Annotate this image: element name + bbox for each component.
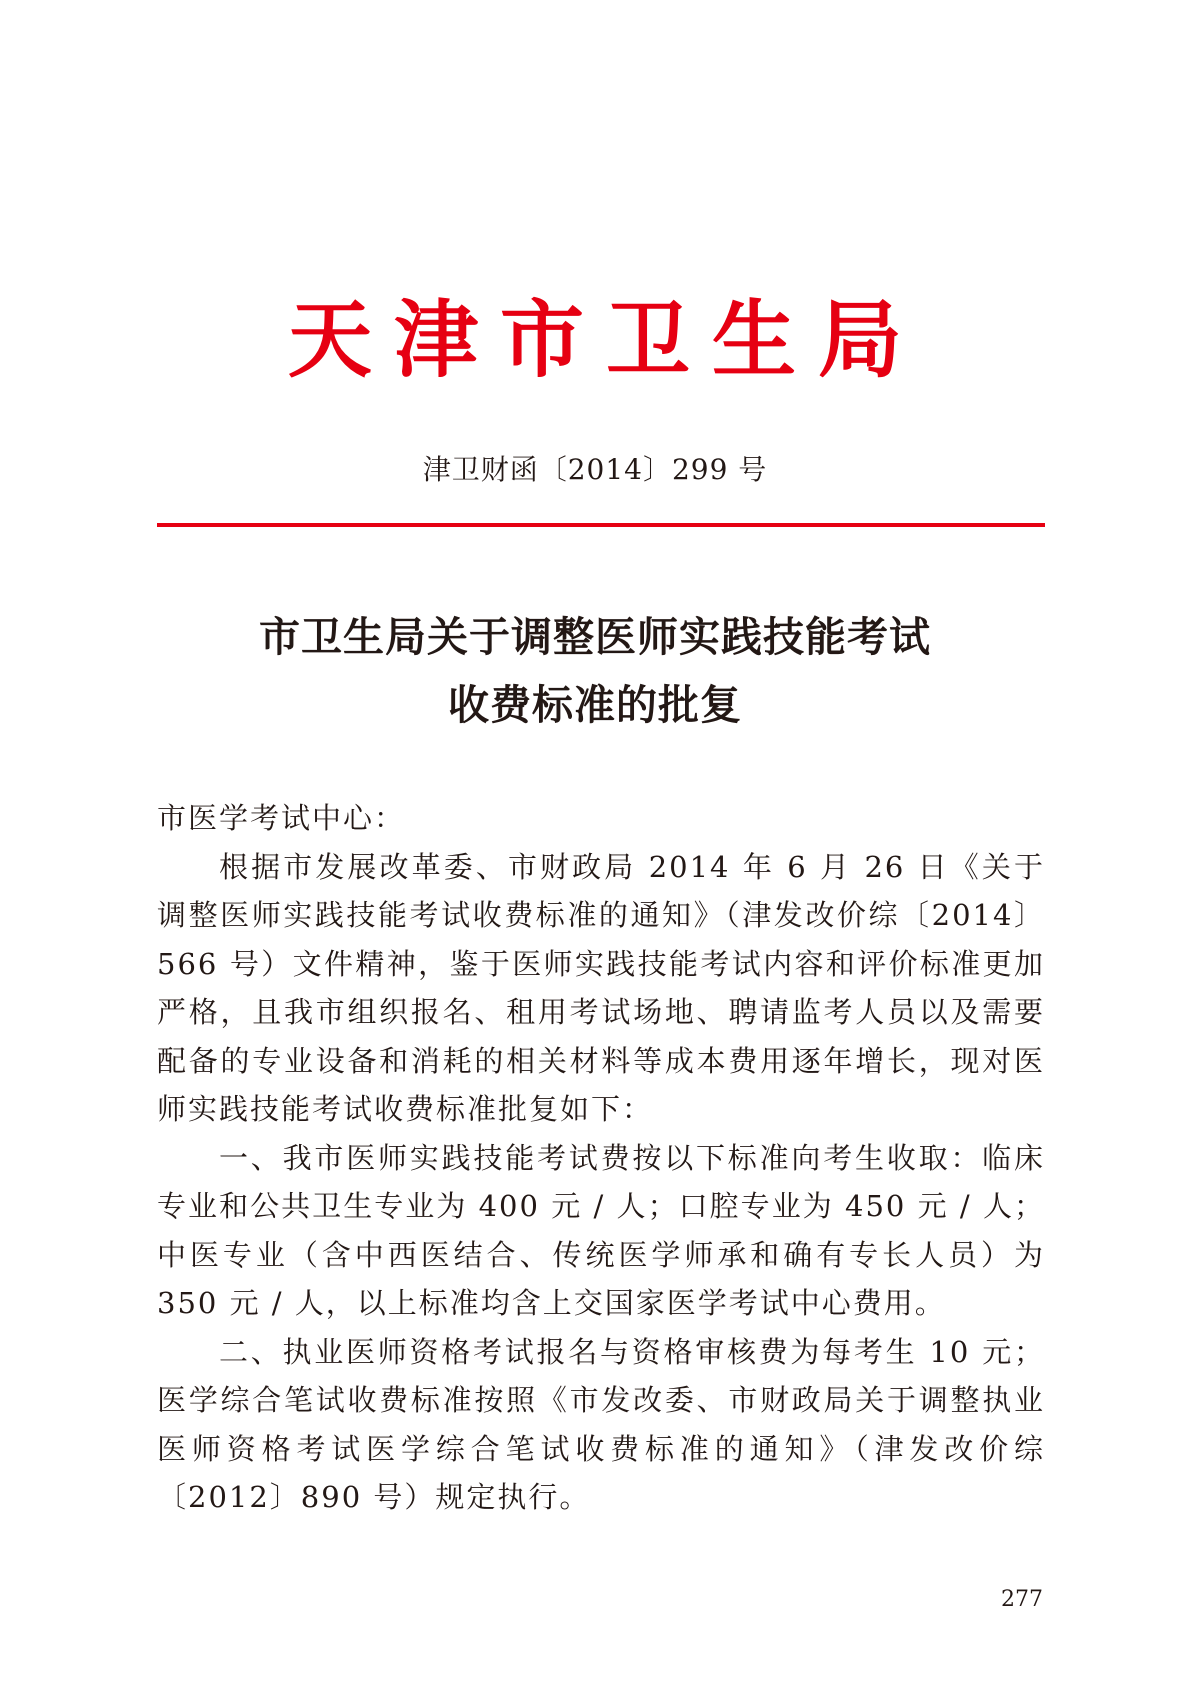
body-paragraph-3: 二、执业医师资格考试报名与资格审核费为每考生 10 元；医学综合笔试收费标准按照《市发改委、市财政局关于调整执业医师资格考试医学综合笔试收费标准的通知》（津发改价综〔2012〕890 号）规定执行。 (157, 1334, 1045, 1514)
title-line-2: 收费标准的批复 (448, 681, 742, 729)
document-title (0, 603, 1190, 739)
body-paragraph-2: 一、我市医师实践技能考试费按以下标准向考生收取：临床专业和公共卫生专业为 400 元 / 人；口腔专业为 450 元 / 人；中医专业（含中西医结合、传统医学师承和确有专长人员）为 350 元 / 人，以上标准均含上交国家医学考试中心费用。 (157, 1140, 1045, 1320)
red-divider-line (157, 523, 1045, 527)
document-body (157, 794, 1045, 1522)
document-number: 津卫财函〔2014〕299 号 (422, 453, 768, 486)
title-line-1: 市卫生局关于调整医师实践技能考试 (259, 613, 931, 661)
page-number: 277 (1001, 1587, 1043, 1612)
salutation: 市医学考试中心： (157, 801, 406, 835)
body-paragraph-1: 根据市发展改革委、市财政局 2014 年 6 月 26 日《关于调整医师实践技能考试收费标准的通知》（津发改价综〔2014〕566 号）文件精神，鉴于医师实践技能考试内容和评价标准更加严格，且我市组织报名、租用考试场地、聘请监考人员以及需要配备的专业设备和消耗的相关材料等成本费用逐年增长，现对医师实践技能考试收费标准批复如下： (157, 849, 1045, 1126)
agency-name-heading: 天津市卫生局 (287, 290, 924, 389)
